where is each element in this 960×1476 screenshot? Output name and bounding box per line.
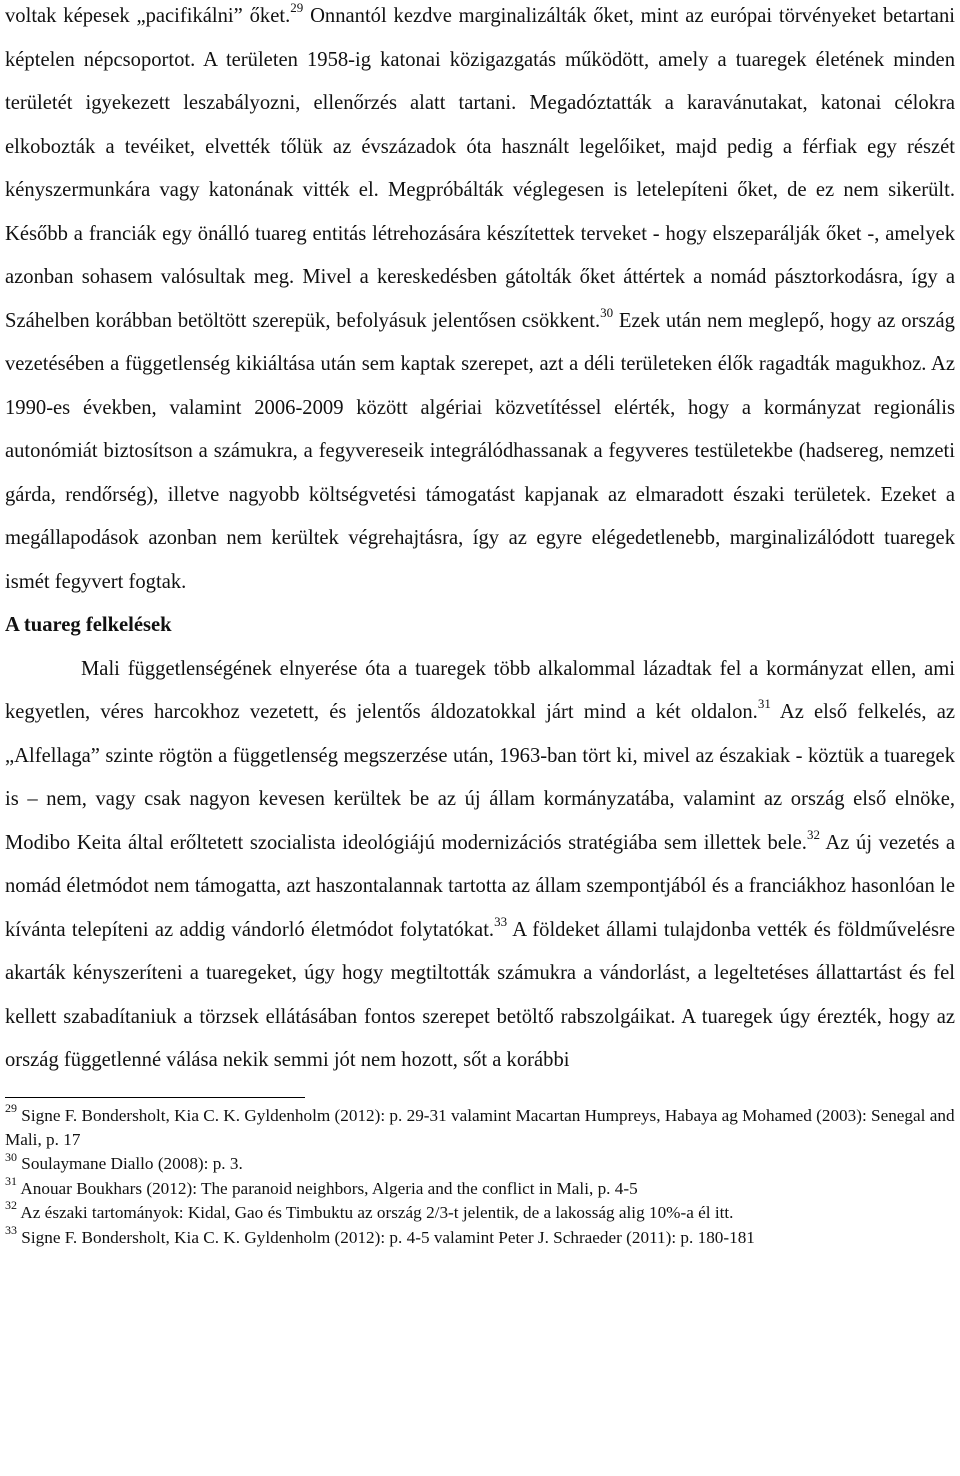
footnote-separator [5, 1097, 305, 1098]
footnote-text: Soulaymane Diallo (2008): p. 3. [17, 1154, 243, 1174]
text-run: Mali függetlenségének elnyerése óta a tuaregek több alkalommal lázadtak fel a kormányzat ellen, ami kegyetlen, véres harcokhoz vezetett, és jelentős áldozatokkal járt mind a két oldalon. [5, 657, 955, 723]
text-run: Onnantól kezdve marginalizálták őket, mint az európai törvényeket betartani képtelen népcsoportot. A területen 1958-ig katonai közigazgatás működött, amely a tuaregek életének minden területét igyekezett leszabályozni, ellenőrzés alatt tartani. Megadóztatták a karavánutakat, katonai célokra elkobozták a tevéiket, elvették tőlük az évszázadok óta használt legelőiket, majd pedig a férfiak egy részét kényszermunkára vagy katonának vitték el. Megpróbálták véglegesen is letelepíteni őket, de ez nem sikerült. Később a franciák egy önálló tuareg entitás létrehozására készítettek terveket - hogy elszeparálják őket -, amelyek azonban sohasem valósultak meg. Mivel a kereskedésben gátolták őket áttértek a nomád pásztorkodásra, így a Száhelben korábban betöltött szerepük, befolyásuk jelentősen csökkent. [5, 5, 955, 332]
footnote-text: Signe F. Bondersholt, Kia C. K. Gyldenholm (2012): p. 4-5 valamint Peter J. Schraeder (2011): p. 180-181 [17, 1227, 755, 1247]
footnote-29 [5, 1100, 955, 1153]
text-run: Ezek után nem meglepő, hogy az ország vezetésében a függetlenség kikiáltása után sem kaptak szerepet, azt a déli területeken élők ragadták magukhoz. Az 1990-es években, valamint 2006-2009 között algériai közvetítéssel elérték, hogy a kormányzat regionális autonómiát biztosítson a számukra, a fegyvereseik integrálódhassanak a fegyveres testületekbe (hadsereg, nemzeti gárda, rendőrség), illetve nagyobb költségvetési támogatást kapjanak az elmaradott északi területek. Ezeket a megállapodások azonban nem kerültek végrehajtásra, így az egyre elégedetlenebb, marginalizálódott tuaregek ismét fegyvert fogtak. [5, 309, 955, 593]
document-page [5, 0, 955, 1250]
footnote-text: Az északi tartományok: Kidal, Gao és Timbuktu az ország 2/3-t jelentik, de a lakosság alig 10%-a él itt. [17, 1203, 734, 1223]
footnotes [5, 1100, 955, 1250]
text-run: Az új vezetés a nomád életmódot nem támogatta, azt haszontalannak tartotta az állam szempontjából és a franciákhoz hasonlóan le kívánta telepíteni az addig vándorló életmódot folytatókat. [5, 831, 955, 941]
footnote-33 [5, 1222, 955, 1250]
footnote-text: Signe F. Bondersholt, Kia C. K. Gyldenholm (2012): p. 29-31 valamint Macartan Humpreys, Habaya ag Mohamed (2003): Senegal and Mali, p. 17 [5, 1105, 955, 1149]
footnote-text: Anouar Boukhars (2012): The paranoid neighbors, Algeria and the conflict in Mali, p. 4-5 [17, 1178, 638, 1198]
footnote-ref[interactable]: 29 [290, 0, 304, 16]
paragraph-1 [5, 0, 955, 604]
footnote-32 [5, 1198, 955, 1225]
text-run: voltak képesek „pacifikálni” őket. [5, 5, 291, 27]
footnote-number: 32 [5, 1198, 17, 1213]
footnote-number: 33 [5, 1222, 17, 1237]
section-heading: A tuareg felkelések [5, 614, 172, 636]
footnote-ref[interactable]: 30 [600, 304, 614, 320]
footnote-number: 29 [5, 1100, 17, 1115]
footnote-31 [5, 1173, 955, 1201]
footnote-number: 30 [5, 1149, 17, 1164]
footnote-ref[interactable]: 33 [494, 913, 508, 929]
footnote-ref[interactable]: 32 [806, 826, 820, 842]
footnote-number: 31 [5, 1173, 17, 1188]
text-run: A földeket állami tulajdonba vették és földművelésre akarták kényszeríteni a tuaregeket, úgy hogy megtiltották számukra a vándorlást, a legeltetéses állattartást és fel kellett szabadítaniuk a törzsek ellátásában fontos szerepet betöltő rabszolgáikat. A tuaregek úgy érezték, hogy az ország függetlenné válása nekik semmi jót nem hozott, sőt a korábbi [5, 918, 956, 1071]
footnote-30 [5, 1149, 955, 1176]
footnote-ref[interactable]: 31 [757, 696, 771, 712]
paragraph-2 [5, 648, 955, 1083]
text-run: Az első felkelés, az „Alfellaga” szinte rögtön a függetlenség megszerzése után, 1963-ban tört ki, mivel az északiak - köztük a tuaregek is – nem, vagy csak nagyon kevesen kerültek be az új állam kormányzatába, valamint az ország első elnöke, Modibo Keita által erőltetett szocialista ideológiájú modernizációs stratégiába sem illettek bele. [5, 701, 956, 854]
